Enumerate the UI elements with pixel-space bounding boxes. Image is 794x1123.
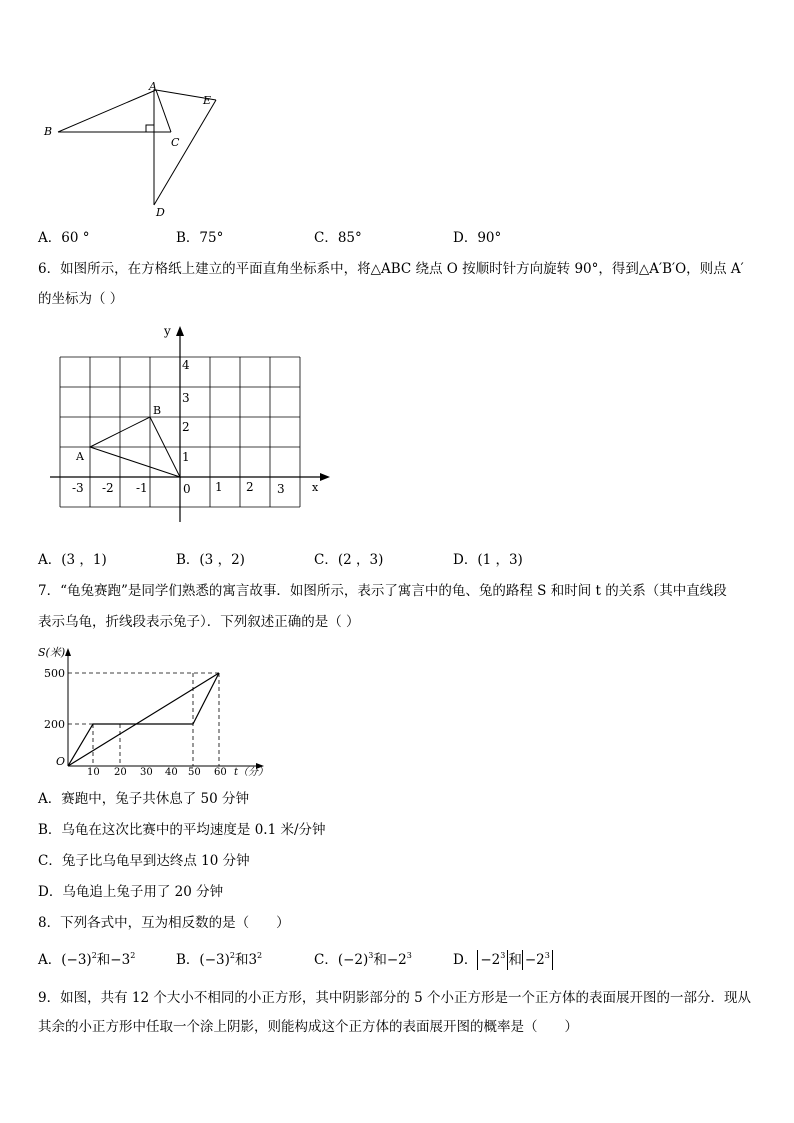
q5-label-e: E — [203, 94, 212, 107]
q8-option-b — [176, 950, 262, 970]
q8-b-exp1: 2 — [229, 951, 235, 960]
q5-option-d: D．90° — [453, 230, 502, 246]
q7-x-tick-50: 50 — [188, 767, 201, 778]
q8-d-exp2: 3 — [544, 951, 550, 960]
q7-option-c: C．兔子比乌龟早到达终点 10 分钟 — [38, 853, 250, 869]
q8-option-a-letter: A． — [38, 952, 62, 968]
q6-point-a-label: A — [76, 450, 84, 463]
q8-c-term1: (−2) — [337, 952, 369, 968]
q8-c-exp2: 3 — [406, 951, 412, 960]
q8-d-term1: −2 — [480, 952, 501, 968]
q6-x-tick-neg2: -2 — [102, 481, 114, 495]
q8-c-term2: −2 — [386, 952, 407, 968]
q8-b-and: 和 — [234, 952, 249, 968]
q8-a-exp1: 2 — [91, 951, 97, 960]
q9-stem-line1: 9．如图，共有 12 个大小不相同的小正方形，其中阴影部分的 5 个小正方形是一个正方体的表面展开图的一部分．现从 — [38, 990, 752, 1006]
q6-point-b-label: B — [153, 404, 162, 417]
q7-x-tick-20: 20 — [114, 767, 127, 778]
q7-option-b: B．乌龟在这次比赛中的平均速度是 0.1 米/分钟 — [38, 822, 326, 838]
q7-x-tick-40: 40 — [165, 767, 178, 778]
q5-option-c: C．85° — [314, 230, 362, 246]
q6-y-tick-3: 3 — [182, 391, 190, 405]
q8-b-exp2: 2 — [257, 951, 263, 960]
q5-triangle-figure — [38, 80, 228, 220]
q6-y-tick-2: 2 — [182, 420, 190, 434]
q8-option-a — [38, 950, 135, 970]
q6-x-tick-1: 1 — [215, 480, 223, 494]
q7-y-tick-500: 500 — [44, 667, 65, 680]
q6-x-tick-3: 3 — [277, 482, 285, 496]
q7-origin-label: O — [56, 755, 66, 768]
q8-stem: 8．下列各式中，互为相反数的是（ ） — [38, 915, 290, 931]
q8-a-term2: −3 — [110, 952, 131, 968]
q5-option-b: B．75° — [176, 230, 224, 246]
q6-x-tick-2: 2 — [246, 480, 254, 494]
q5-label-a: A — [149, 80, 157, 93]
q7-stem-line1: 7．“龟兔赛跑”是同学们熟悉的寓言故事．如图所示，表示了寓言中的龟、兔的路程 S 和时间 t 的关系（其中直线段 — [38, 583, 727, 599]
q7-x-axis-label: t（分） — [234, 767, 269, 778]
q6-x-tick-neg3: -3 — [72, 481, 84, 495]
q8-d-abs2 — [522, 950, 553, 970]
q8-option-b-letter: B． — [176, 952, 200, 968]
q8-b-term1: (−3) — [199, 952, 230, 968]
q6-coordinate-grid — [48, 322, 333, 527]
q8-option-d — [453, 950, 553, 970]
q8-b-term2: 3 — [248, 952, 258, 968]
q6-stem-line1: 6．如图所示，在方格纸上建立的平面直角坐标系中，将△ABC 绕点 O 按顺时针方向旋转 90°，得到△A′B′O，则点 A′ — [38, 261, 744, 277]
q6-axis-y-label: y — [164, 324, 171, 338]
q5-option-a: A．60 ° — [38, 230, 90, 246]
q7-x-tick-10: 10 — [87, 767, 100, 778]
q7-x-tick-30: 30 — [140, 767, 153, 778]
q6-axis-x-label: x — [312, 481, 319, 494]
q6-x-tick-0: 0 — [183, 482, 191, 496]
q8-d-exp1: 3 — [500, 951, 506, 960]
q7-race-graph — [38, 642, 270, 778]
q7-x-tick-60: 60 — [214, 767, 227, 778]
q5-label-c: C — [171, 136, 180, 149]
q7-y-tick-200: 200 — [44, 718, 65, 731]
q5-label-d: D — [156, 206, 165, 219]
q8-option-c — [314, 950, 412, 970]
q8-c-exp1: 3 — [368, 951, 374, 960]
q6-y-tick-1: 1 — [182, 450, 190, 464]
q8-c-and: 和 — [373, 952, 387, 968]
q8-option-d-letter: D． — [453, 952, 478, 968]
q6-y-tick-4: 4 — [182, 358, 190, 372]
q6-option-a: A．(3 ，1) — [38, 552, 107, 568]
q5-label-b: B — [44, 125, 53, 138]
q8-d-abs1 — [477, 950, 508, 970]
q8-option-c-letter: C． — [314, 952, 338, 968]
q8-a-exp2: 2 — [130, 951, 136, 960]
q6-option-c: C．(2 ，3) — [314, 552, 384, 568]
q7-y-axis-label: S(米) — [38, 646, 66, 659]
q7-option-a: A．赛跑中，兔子共休息了 50 分钟 — [38, 791, 250, 807]
q6-option-d: D．(1 ，3) — [453, 552, 523, 568]
q6-stem-line2: 的坐标为（ ） — [38, 291, 124, 307]
q8-d-and: 和 — [508, 952, 522, 968]
q9-stem-line2: 其余的小正方形中任取一个涂上阴影，则能构成这个正方体的表面展开图的概率是（ ） — [38, 1019, 578, 1035]
q7-stem-line2: 表示乌龟，折线段表示兔子）．下列叙述正确的是（ ） — [38, 614, 360, 630]
q8-a-and: 和 — [96, 952, 111, 968]
q8-a-term1: (−3) — [61, 952, 92, 968]
q6-option-b: B．(3 ，2) — [176, 552, 245, 568]
q6-x-tick-neg1: -1 — [136, 481, 148, 495]
q7-option-d: D．乌龟追上兔子用了 20 分钟 — [38, 884, 224, 900]
q8-d-term2: −2 — [524, 952, 545, 968]
